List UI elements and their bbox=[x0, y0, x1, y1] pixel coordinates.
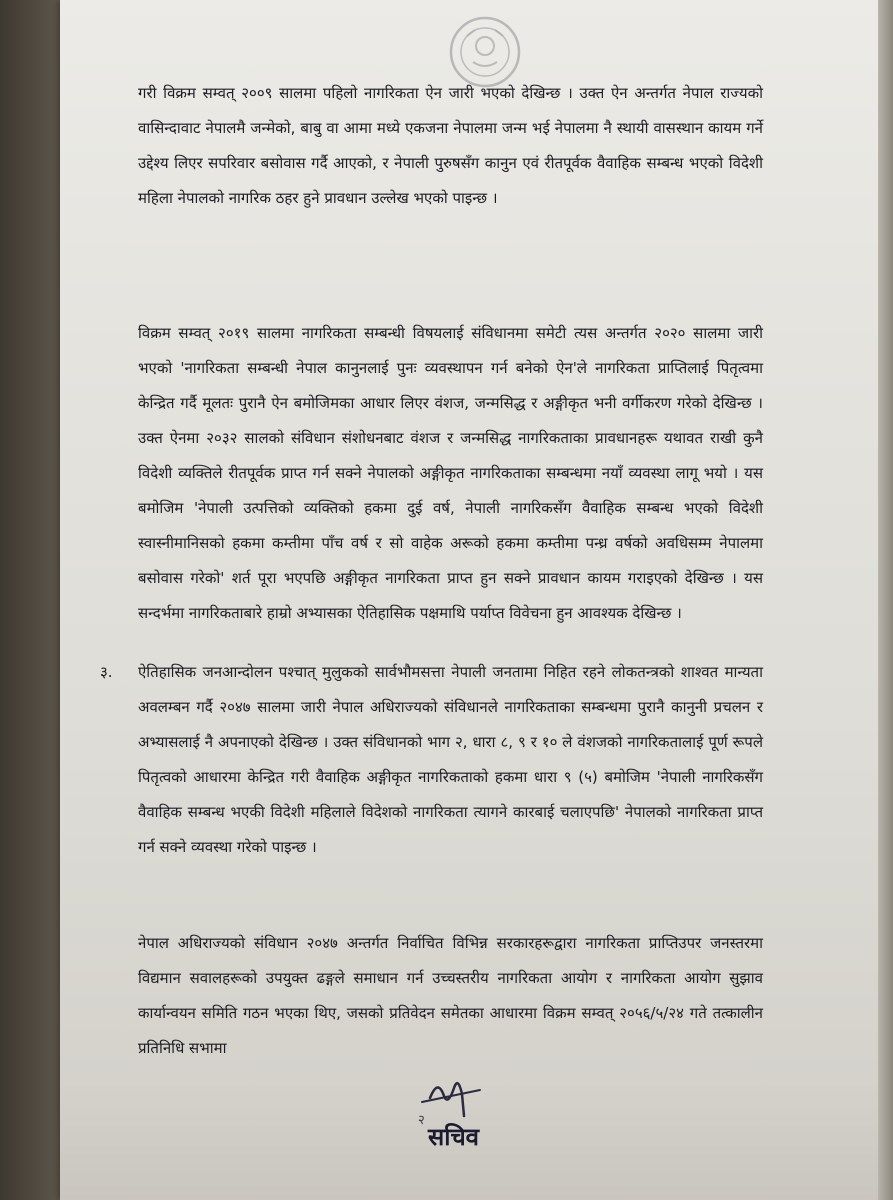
numbered-section-3 bbox=[100, 655, 763, 865]
paragraph-citizenship-act-2009: गरी विक्रम सम्वत् २००९ सालमा पहिलो नागरिकता ऐन जारी भएको देखिन्छ । उक्त ऐन अन्तर्गत नेपाल राज्यको वासिन्दावाट नेपालमै जन्मेको, बाबु वा आमा मध्ये एकजना नेपालमा जन्म भई नेपालमा नै स्थायी वासस्थान कायम गर्ने उद्देश्य लिएर सपरिवार बसोवास गर्दै आएको, र नेपाली पुरुषसँग कानुन एवं रीतपूर्वक वैवाहिक सम्बन्ध भएको विदेशी महिला नेपालको नागरिक ठहर हुने प्रावधान उल्लेख भएको पाइन्छ । bbox=[138, 84, 763, 207]
paragraph-constitution-2047: ऐतिहासिक जनआन्दोलन पश्चात् मुलुकको सार्वभौमसत्ता नेपाली जनतामा निहित रहने लोकतन्त्रको शाश्वत मान्यता अवलम्बन गर्दै २०४७ सालमा जारी नेपाल अधिराज्यको संविधानले नागरिकताका सम्बन्धमा पुरानै कानुनी प्रचलन र अभ्यासलाई नै अपनाएको देखिन्छ । उक्त संविधानको भाग २, धारा ८, ९ र १० ले वंशजको नागरिकतालाई पूर्ण रूपले पितृत्वको आधारमा केन्द्रित गरी वैवाहिक अङ्गीकृत नागरिकताको हकमा धारा ९ (५) बमोजिम 'नेपाली नागरिकसँग वैवाहिक सम्बन्ध भएकी विदेशी महिलाले विदेशको नागरिकता त्यागने कारबाई चलाएपछि' नेपालको नागरिकता प्राप्त गर्न सक्ने व्यवस्था गरेको पाइन्छ । bbox=[138, 663, 763, 856]
page-stack-edge bbox=[878, 0, 893, 1200]
paragraph-constitution-2019: विक्रम सम्वत् २०१९ सालमा नागरिकता सम्बन्धी विषयलाई संविधानमा समेटी त्यस अन्तर्गत २०२० सालमा जारी भएको 'नागरिकता सम्बन्धी नेपाल कानुनलाई पुनः व्यवस्थापन गर्न बनेको ऐन'ले नागरिकता प्राप्तिलाई पितृत्वमा केन्द्रित गर्दै मूलतः पुरानै ऐन बमोजिमका आधार लिएर वंशज, जन्मसिद्ध र अङ्गीकृत भनी वर्गीकरण गरेको देखिन्छ । उक्त ऐनमा २०३२ सालको संविधान संशोधनबाट वंशज र जन्मसिद्ध नागरिकताका प्रावधानहरू यथावत राखी कुनै विदेशी व्यक्तिले रीतपूर्वक प्राप्त गर्न सक्ने नेपालको अङ्गीकृत नागरिकताका सम्बन्धमा नयाँ व्यवस्था लागू भयो । यस बमोजिम 'नेपाली उत्पत्तिको व्यक्तिको हकमा दुई वर्ष, नेपाली नागरिकसँग वैवाहिक सम्बन्ध भएको विदेशी स्वास्नीमानिसको हकमा कम्तीमा पाँच वर्ष र सो वाहेक अरूको हकमा कम्तीमा पन्ध्र वर्षको अवधिसम्म नेपालमा बसोवास गरेको' शर्त पूरा भएपछि अङ्गीकृत नागरिकता प्राप्त हुन सक्ने प्रावधान कायम गराइएको देखिन्छ । यस सन्दर्भमा नागरिकताबारे हाम्रो अभ्यासका ऐतिहासिक पक्षमाथि पर्याप्त विवेचना हुन आवश्यक देखिन्छ । bbox=[138, 324, 763, 622]
paragraph-citizenship-commission: नेपाल अधिराज्यको संविधान २०४७ अन्तर्गत निर्वाचित विभिन्न सरकारहरूद्वारा नागरिकता प्राप्तिउपर जनस्तरमा विद्यमान सवालहरूको उपयुक्त ढङ्गले समाधान गर्न उच्चस्तरीय नागरिकता आयोग र नागरिकता आयोग सुझाव कार्यान्वयन समिति गठन भएका थिए, जसको प्रतिवेदन समेतका आधारमा विक्रम सम्वत् २०५६/५/२४ गते तत्कालीन प्रतिनिधि सभामा bbox=[138, 934, 763, 1057]
section-number: ३. bbox=[100, 663, 113, 681]
page-number: २ bbox=[418, 1113, 425, 1128]
designation-stamp-secretary: सचिव bbox=[428, 1123, 480, 1151]
